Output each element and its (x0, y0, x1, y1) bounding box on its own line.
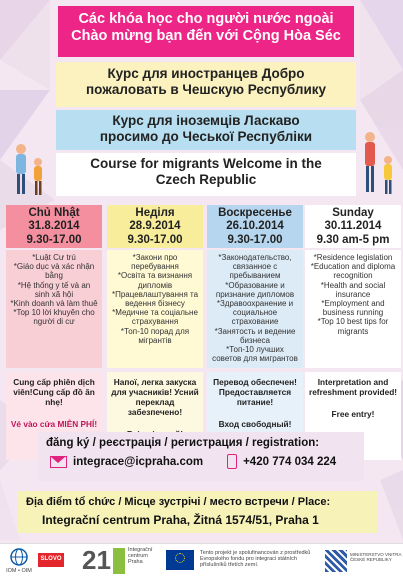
column-time: 9.30-17.00 (227, 233, 283, 246)
topic-item: *Luật Cư trú (32, 253, 76, 262)
footer-logos (0, 543, 403, 579)
free-entry-text: Vé vào cửa MIỄN PHÍ! (10, 418, 98, 429)
contact-row (38, 449, 364, 469)
column-topics (305, 250, 401, 368)
ic-line: centrum (128, 553, 148, 560)
ic-logo-mark (113, 548, 125, 574)
schedule-column-english (305, 205, 401, 460)
banner-english (56, 153, 356, 196)
banner-vietnamese (58, 6, 354, 57)
banner-russian-line-1: Курс для иностранцев Добро (107, 66, 305, 81)
column-header (107, 205, 203, 248)
column-topics (207, 250, 303, 368)
column-date: 30.11.2014 (324, 220, 382, 233)
topic-item: *Residence legislation (313, 253, 393, 262)
place-title: Địa điểm tổ chức / Місце зустрічі / место встречи / Place: (26, 496, 331, 508)
column-date: 31.8.2014 (28, 220, 80, 233)
column-topics (107, 250, 203, 368)
topic-item: *Образование и признание дипломов (215, 280, 295, 299)
topic-item: *Top 10 best tips for migrants (317, 317, 389, 336)
column-date: 26.10.2014 (226, 220, 284, 233)
ic-logo-text (128, 547, 152, 565)
family-figures-right-icon (356, 130, 400, 200)
banner-ukrainian-line-2: просимо до Чеської Республіки (99, 128, 313, 144)
place-box (18, 491, 378, 533)
column-time: 9.30 am-5 pm (316, 233, 390, 246)
topic-item: *Здравоохранение и социальное страхование (216, 298, 294, 327)
topic-item: *Health and social insurance (320, 280, 386, 299)
topic-item: *Освіта та визнання дипломів (117, 271, 193, 290)
email-link[interactable]: integrace@icpraha.com (73, 455, 204, 468)
column-day: Воскресенье (218, 207, 292, 219)
iom-label: IOM • OIM (6, 568, 32, 575)
envelope-icon (50, 456, 67, 468)
topic-item: *Hệ thống y tế và an sinh xã hội (17, 280, 91, 299)
ministry-line: MINISTERSTVO VNITRA (350, 552, 402, 557)
note-text: Cung cấp phiên dịch viên!Cung cấp đồ ăn nhẹ! (13, 377, 95, 407)
ministry-text (350, 553, 402, 563)
banner-english-line-2: Czech Republic (155, 171, 257, 187)
free-entry-text: Free entry! (331, 408, 375, 419)
banner-ukrainian (56, 110, 356, 150)
topic-item: *Працевлаштування та ведення бізнесу (111, 289, 199, 308)
column-time: 9.30-17.00 (26, 233, 82, 246)
place-address: Integrační centrum Praha, Žitná 1574/51, Praha 1 (42, 513, 319, 527)
topic-item: *Giáo dục và xác nhận bằng (13, 262, 95, 281)
globe-icon (9, 548, 29, 566)
ministry-emblem-icon (325, 550, 347, 572)
schedule-column-ukrainian (107, 205, 203, 460)
eu-line: Evropského fondu pro integraci státních (200, 556, 297, 563)
column-time: 9.30-17.00 (127, 233, 183, 246)
banner-vietnamese-line-2: Chào mừng bạn đến với Cộng Hòa Séc (71, 27, 341, 44)
iom-logo (6, 548, 32, 576)
topic-item: *Топ-10 порад для мігрантів (120, 326, 190, 345)
eu-line: Tento projekt je spolufinancován z prostředků (200, 550, 311, 556)
eu-line: příslušníků třetích zemí. (200, 562, 259, 569)
ic-line: Integrační (128, 547, 153, 553)
column-header (305, 205, 401, 248)
free-entry-text: Вход свободный! (218, 418, 292, 429)
topic-item: *Топ-10 лучших советов для мигрантов (212, 344, 298, 364)
topic-item: *Законодательство, связанное с пребыванием (218, 253, 292, 281)
banner-russian (56, 62, 356, 107)
eu-funding-text (200, 550, 320, 568)
logo-21: 21 (82, 545, 111, 575)
column-topics (6, 250, 102, 368)
phone-number[interactable]: +420 774 034 224 (243, 455, 337, 468)
note-text: Interpretation and refreshment provided! (308, 377, 398, 397)
topic-item: *Education and diploma recognition (310, 262, 396, 281)
topic-item: *Медичне та соціальне страхування (112, 308, 198, 327)
topic-item: *Занятость и ведение бизнеса (214, 326, 296, 345)
slovo-logo: SLOVO (38, 553, 64, 567)
topic-item: *Kinh doanh và làm thuê (10, 298, 98, 308)
column-day: Неділя (135, 207, 175, 219)
topic-item: *Employment and business running (321, 298, 385, 318)
registration-title: đăng ký / реєстрація / регистрация / registration: (46, 437, 320, 449)
family-figures-left-icon (8, 142, 52, 200)
registration-box (38, 432, 364, 481)
column-day: Chủ Nhật (28, 207, 80, 219)
schedule-column-vietnamese (6, 205, 102, 460)
column-header (6, 205, 102, 248)
column-date: 28.9.2014 (129, 220, 181, 233)
eu-flag-icon (166, 550, 194, 570)
topic-item: *Top 10 lời khuyên cho người di cư (13, 308, 95, 327)
banner-english-line-1: Course for migrants Welcome in the (90, 156, 322, 171)
phone-icon (227, 454, 237, 469)
topic-item: *Закони про перебування (131, 253, 179, 272)
ministry-line: ČESKÉ REPUBLIKY (350, 556, 392, 562)
note-text: Напої, легка закуска для учасників! Усний переклад забезпечено! (111, 377, 199, 417)
banner-russian-line-2: пожаловать в Чешскую Республику (85, 81, 327, 97)
column-day: Sunday (332, 207, 374, 219)
note-text: Перевод обеспечен! Предоставляется питание! (213, 377, 297, 407)
banner-vietnamese-line-1: Các khóa học cho người nước ngoài (78, 11, 334, 27)
ic-line: Praha (128, 559, 143, 566)
banner-ukrainian-line-1: Курс для іноземців Ласкаво (112, 113, 300, 128)
schedule-column-russian (207, 205, 303, 460)
column-header (207, 205, 303, 248)
